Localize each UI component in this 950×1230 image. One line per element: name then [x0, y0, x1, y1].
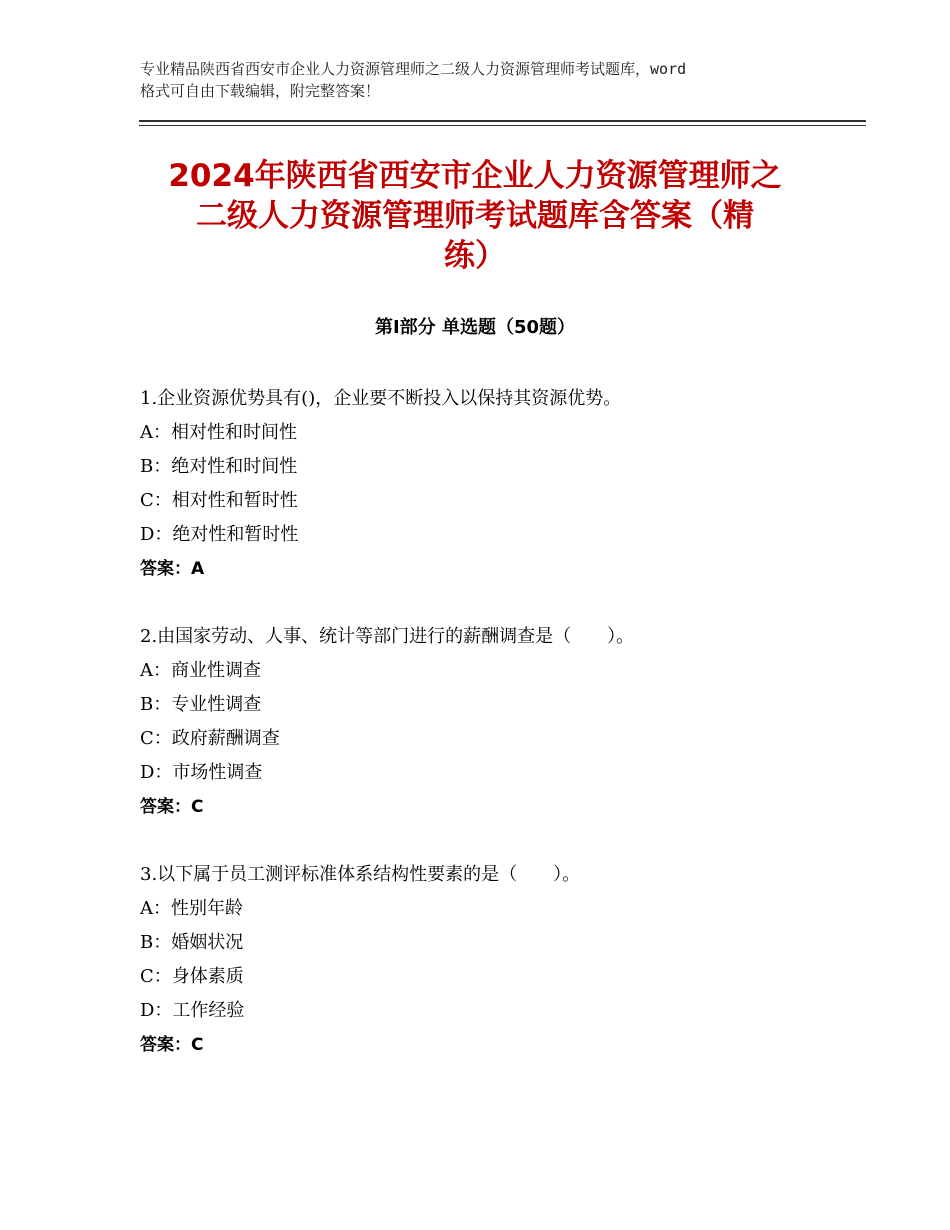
header-divider-thick — [139, 120, 866, 122]
answer: 答案：C — [140, 1035, 204, 1055]
document-title — [120, 156, 830, 276]
question-list — [140, 382, 840, 1096]
question-1 — [140, 382, 840, 586]
header-note-line-1: 专业精品陕西省西安市企业人力资源管理师之二级人力资源管理师考试题库，word — [140, 60, 687, 78]
question-stem: 3.以下属于员工测评标准体系结构性要素的是（ ）。 — [140, 864, 581, 885]
answer: 答案：C — [140, 797, 204, 817]
header-divider-thin — [139, 125, 866, 126]
document-title-line-1: 2024年陕西省西安市企业人力资源管理师之 — [168, 158, 782, 194]
question-2 — [140, 620, 840, 824]
option-a: A：性别年龄 — [140, 898, 243, 919]
option-a: A：相对性和时间性 — [140, 422, 297, 443]
option-d: D：绝对性和暂时性 — [140, 524, 299, 545]
header-note — [140, 58, 830, 102]
question-stem: 1.企业资源优势具有()，企业要不断投入以保持其资源优势。 — [140, 388, 622, 409]
option-b: B：绝对性和时间性 — [140, 456, 298, 477]
question-stem: 2.由国家劳动、人事、统计等部门进行的薪酬调查是（ ）。 — [140, 626, 635, 647]
option-d: D：工作经验 — [140, 1000, 245, 1021]
document-title-line-2: 二级人力资源管理师考试题库含答案（精 — [196, 198, 754, 234]
option-b: B：专业性调查 — [140, 694, 262, 715]
option-b: B：婚姻状况 — [140, 932, 244, 953]
header-note-line-2: 格式可自由下载编辑，附完整答案！ — [140, 82, 381, 100]
option-d: D：市场性调查 — [140, 762, 263, 783]
document-title-line-3: 练） — [444, 238, 506, 274]
question-3 — [140, 858, 840, 1062]
section-heading: 第Ⅰ部分 单选题（50题） — [374, 317, 575, 338]
option-c: C：相对性和暂时性 — [140, 490, 298, 511]
option-c: C：身体素质 — [140, 966, 244, 987]
answer: 答案：A — [140, 559, 205, 579]
option-c: C：政府薪酬调查 — [140, 728, 280, 749]
option-a: A：商业性调查 — [140, 660, 261, 681]
